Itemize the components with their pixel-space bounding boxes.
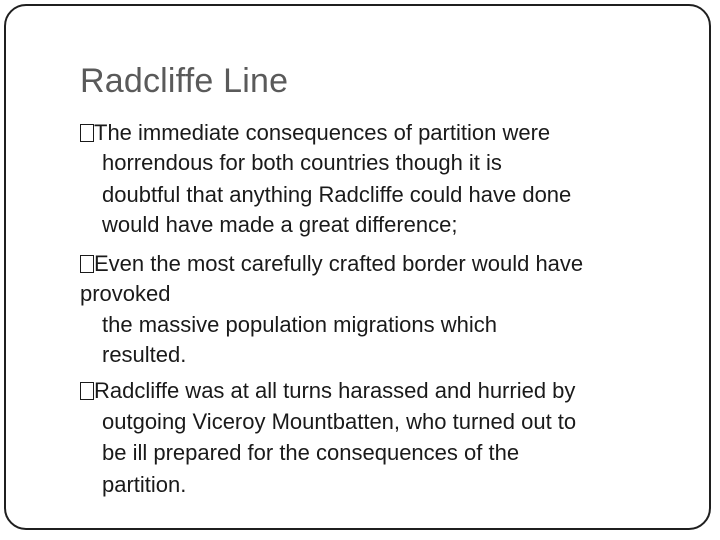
bullet-item-2-line-1: Even the most carefully crafted border would have — [80, 249, 583, 279]
bullet-item-3-line-1: Radcliffe was at all turns harassed and hurried by — [80, 376, 575, 406]
bullet-item-2-line-4: resulted. — [102, 342, 187, 367]
bullet-item-3-line-4: partition. — [102, 472, 187, 497]
bullet-marker-icon — [80, 255, 94, 273]
bullet-item-3-line-3: be ill prepared for the consequences of the — [102, 440, 520, 465]
bullet-item-1-line-3: doubtful that anything Radcliffe could have done — [102, 182, 572, 207]
slide-title: Radcliffe Line — [80, 62, 289, 100]
bullet-item-2-line-3: the massive population migrations which — [102, 312, 497, 337]
bullet-item-1-line-4: would have made a great difference; — [102, 212, 458, 237]
bullet-item-2-line-2: provoked — [80, 281, 171, 306]
bullet-item-1-line-2: horrendous for both countries though it is — [102, 150, 502, 175]
bullet-marker-icon — [80, 124, 94, 142]
bullet-marker-icon — [80, 382, 94, 400]
bullet-item-1-line-1: The immediate consequences of partition were — [80, 118, 550, 148]
bullet-item-3-line-2: outgoing Viceroy Mountbatten, who turned out to — [102, 409, 577, 434]
